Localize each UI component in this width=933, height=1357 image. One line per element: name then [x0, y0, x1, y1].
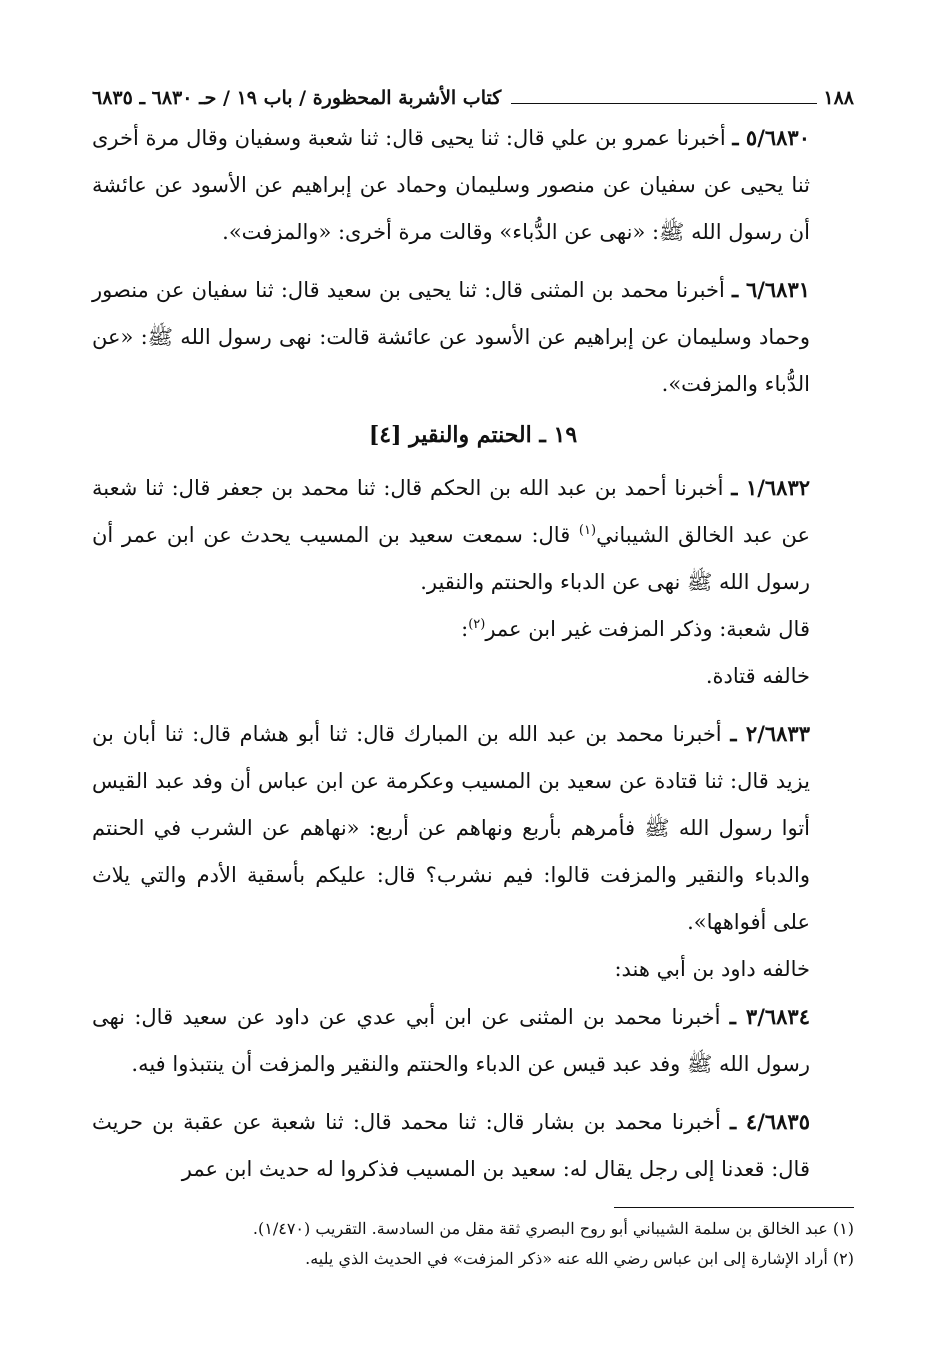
hadith-number: ٢/٦٨٣٣ ـ	[730, 721, 810, 746]
hadith-text: قال: سمعت سعيد بن المسيب يحدث عن ابن عمر أن رسول الله ﷺ نهى عن الدباء والحنتم والنقير.	[92, 523, 810, 594]
footnote-1: (١) عبد الخالق بن سلمة الشيباني أبو روح البصري ثقة مقل من السادسة. التقريب (١/٤٧٠).	[252, 1219, 854, 1238]
note-dawud	[92, 946, 854, 993]
book-page	[92, 82, 854, 1274]
running-header	[92, 82, 854, 114]
note-text: خالفه داود بن أبي هند:	[614, 957, 810, 981]
chapter-title: ١٩ ـ الحنتم والنقير [٤]	[368, 422, 578, 448]
hadith-text: أخبرنا محمد بن بشار قال: ثنا محمد قال: ثنا شعبة عن عقبة بن حريث قال: قعدنا إلى رجل يقال له: سعيد بن المسيب فذكروا له حديث ابن عمر	[92, 1110, 810, 1181]
hadith-text: أخبرنا محمد بن المثنى قال: ثنا يحيى بن سعيد قال: ثنا سفيان عن منصور وحماد وسليمان عن إبراهيم عن الأسود عن عائشة قالت: نهى رسول الله ﷺ: «عن الدُّباء والمزفت».	[92, 278, 810, 396]
page-number: ١٨٨	[823, 87, 854, 109]
hadith-6832	[92, 464, 854, 606]
footnote-2: (٢) أراد الإشارة إلى ابن عباس رضي الله عنه «ذكر المزفت» في الحديث الذي يليه.	[305, 1249, 854, 1268]
hadith-6834	[92, 993, 854, 1088]
note-text: خالفه قتادة.	[705, 664, 810, 688]
hadith-6831	[92, 266, 854, 408]
footnote-marker[interactable]: (٢)	[468, 617, 486, 632]
note-text: قال شعبة: وذكر المزفت غير ابن عمر	[485, 617, 810, 641]
hadith-text: أخبرنا عمرو بن علي قال: ثنا يحيى قال: ثنا شعبة وسفيان وقال مرة أخرى ثنا يحيى عن سفيان عن منصور وسليمان وحماد عن إبراهيم عن الأسود عن عائشة أن رسول الله ﷺ: «نهى عن الدُّباء» وقالت مرة أخرى: «والمزفت».	[92, 126, 810, 244]
hadith-number: ٣/٦٨٣٤ ـ	[729, 1004, 810, 1029]
hadith-6833	[92, 710, 854, 946]
hadith-text: أخبرنا أحمد بن عبد الله بن الحكم قال: ثنا محمد بن جعفر قال: ثنا شعبة عن عبد الخالق الشيباني	[92, 476, 810, 547]
note-text: :	[461, 617, 469, 641]
hadith-6835	[92, 1098, 854, 1193]
hadith-number: ٤/٦٨٣٥ ـ	[729, 1109, 810, 1134]
hadith-number: ٥/٦٨٣٠ ـ	[732, 125, 810, 150]
hadith-text: أخبرنا محمد بن عبد الله بن المبارك قال: ثنا أبو هشام قال: ثنا أبان بن يزيد قال: ثنا قتادة عن سعيد بن المسيب وعكرمة عن ابن عباس أن وفد عبد القيس أتوا رسول الله ﷺ فأمرهم بأربع ونهاهم عن أربع: «نهاهم عن الشرب في الحنتم والدباء والنقير والمزفت قالوا: فيم نشرب؟ قال: عليكم بأسقية الأدم والتي يلاث على أفواهها».	[92, 722, 810, 934]
hadith-6830	[92, 114, 854, 256]
header-rule	[511, 103, 817, 104]
note-qatada	[92, 653, 854, 700]
hadith-number: ١/٦٨٣٢ ـ	[731, 475, 811, 500]
hadith-text: أخبرنا محمد بن المثنى عن ابن أبي عدي عن داود عن سعيد قال: نهى رسول الله ﷺ وفد عبد قيس عن الدباء والحنتم والنقير والمزفت أن ينتبذوا فيه.	[92, 1005, 810, 1076]
running-title: كتاب الأشربة المحظورة / باب ١٩ / حـ ٦٨٣٠ ـ ٦٨٣٥	[92, 87, 502, 109]
footnote-separator	[614, 1207, 854, 1208]
hadith-number: ٦/٦٨٣١ ـ	[731, 277, 811, 302]
note-shuba	[92, 606, 854, 653]
footnote-marker[interactable]: (١)	[578, 523, 597, 538]
